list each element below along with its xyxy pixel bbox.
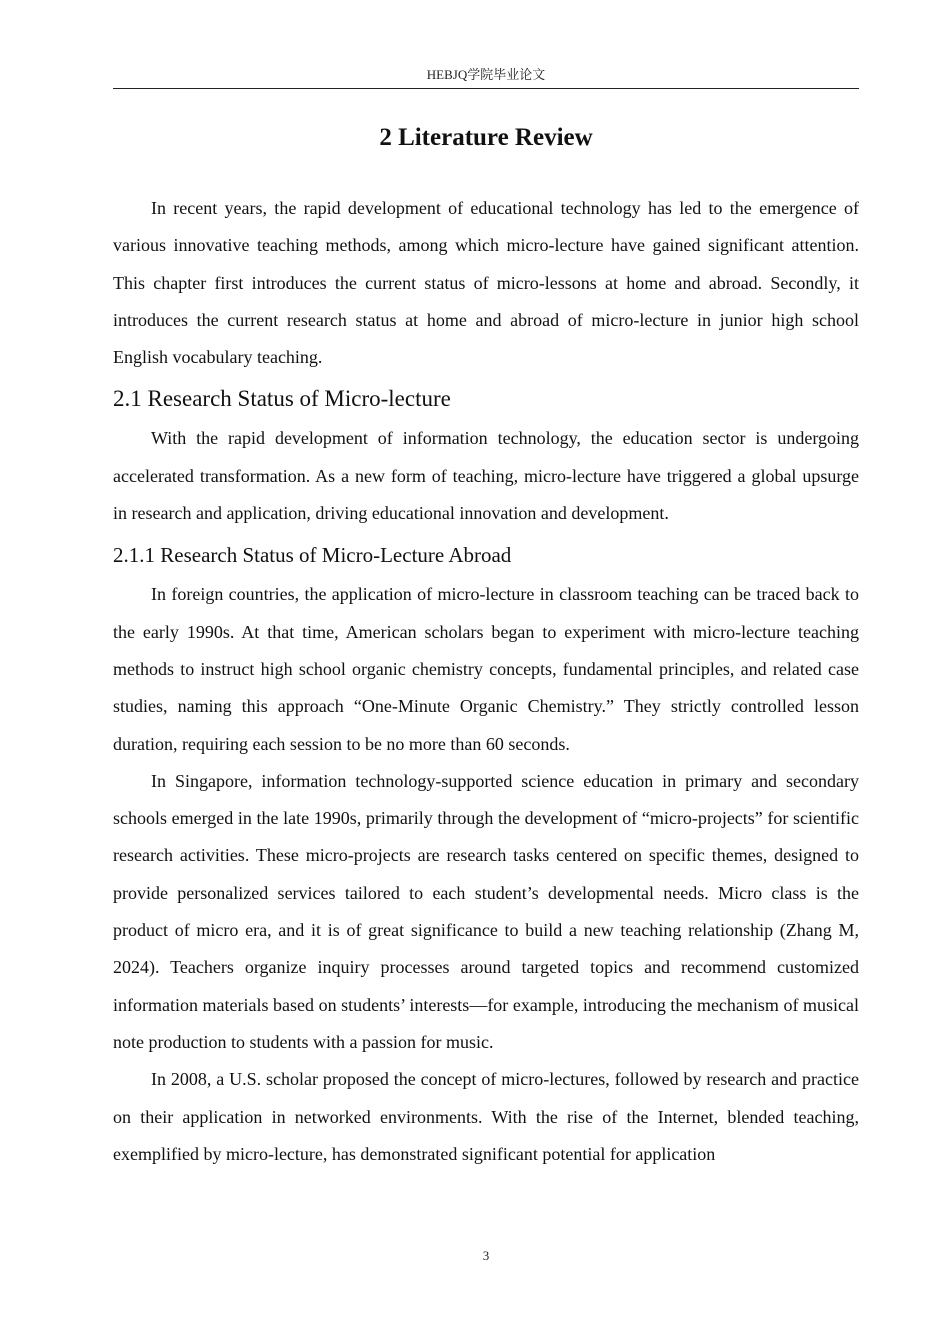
page-number: 3 <box>482 1248 490 1263</box>
chapter-intro-paragraph: In recent years, the rapid development of educational technology has led to the emergence of various innovative teaching methods, among which micro-lecture have gained significant attention. This chapter first introduces the current status of micro-lessons at home and abroad. Secondly, it introduces the current research status at home and abroad of micro-lecture in junior high school English vocabulary teaching. <box>113 198 859 368</box>
header-rule <box>113 88 859 89</box>
body-paragraph-2008-concept: In 2008, a U.S. scholar proposed the concept of micro-lectures, followed by research and practice on their application in networked environments. With the rise of the Internet, blended teaching, exemplified by micro-lecture, has demonstrated significant potential for application <box>113 1069 859 1164</box>
chapter-title: 2 Literature Review <box>379 124 593 151</box>
document-page <box>113 0 859 1344</box>
body-paragraph-singapore: In Singapore, information technology-supported science education in primary and secondary schools emerged in the late 1990s, primarily through the development of “micro-projects” for scientific research activities. These micro-projects are research tasks centered on specific themes, designed to provide personalized services tailored to each student’s developmental needs. Micro class is the product of micro era, and it is of great significance to build a new teaching relationship (Zhang M, 2024). Teachers organize inquiry processes around targeted topics and recommend customized information materials based on students’ interests—for example, introducing the mechanism of musical note production to students with a passion for music. <box>113 770 859 1052</box>
page-content <box>113 120 859 1173</box>
section-heading-2-1: 2.1 Research Status of Micro-lecture <box>113 386 451 412</box>
section-heading-2-1-1: 2.1.1 Research Status of Micro-Lecture Abroad <box>113 543 512 568</box>
section-2-1-paragraph: With the rapid development of information technology, the education sector is undergoing accelerated transformation. As a new form of teaching, micro-lecture have triggered a global upsurge in research and application, driving educational innovation and development. <box>113 428 859 524</box>
running-header: HEBJQ学院毕业论文 <box>426 67 546 82</box>
body-paragraph-usa-origins: In foreign countries, the application of micro-lecture in classroom teaching can be traced back to the early 1990s. At that time, American scholars began to experiment with micro-lecture teaching methods to instruct high school organic chemistry concepts, fundamental principles, and related case studies, naming this approach “One-Minute Organic Chemistry.” They strictly controlled lesson duration, requiring each session to be no more than 60 seconds. <box>113 584 859 754</box>
